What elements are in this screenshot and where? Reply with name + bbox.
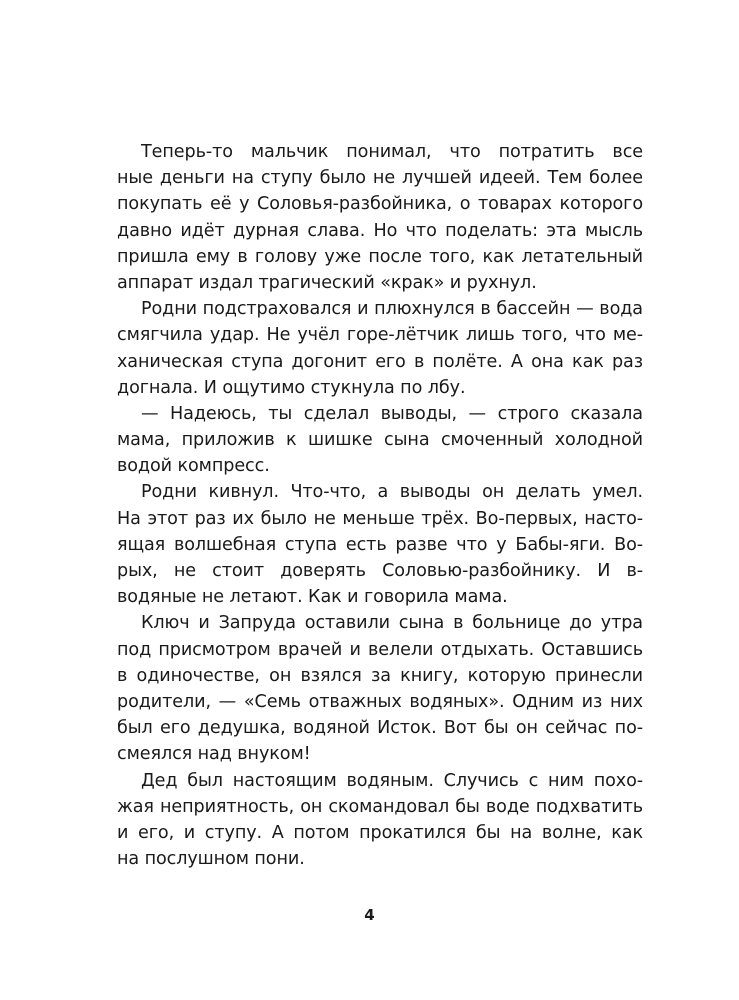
text-line: ханическая ступа догонит его в полёте. А она как раз (117, 351, 643, 372)
text-line: давно идёт дурная слава. Но что поделать: эта мысль (117, 220, 643, 241)
text-line: Родни кивнул. Что-что, а выводы он делать умел. (141, 482, 643, 503)
text-line: Дед был настоящим водяным. Случись с ним похо- (141, 770, 643, 791)
text-line: был его дедушка, водяной Исток. Вот бы он сейчас по- (117, 718, 643, 739)
text-line: ящая волшебная ступа есть разве что у Бабы-яги. Во- (117, 534, 643, 555)
text-line: рых, не стоит доверять Соловью-разбойнику. И в- (117, 561, 643, 581)
page-number: 4 (364, 906, 375, 924)
body-text (117, 139, 643, 872)
paragraph (117, 296, 643, 401)
text-line: и его, и ступу. А потом прокатился бы на волне, как (117, 822, 643, 843)
text-line: родители, — «Семь отважных водяных». Одним из них (117, 691, 643, 712)
text-line: водой компресс. (117, 456, 270, 477)
text-line: Теперь-то мальчик понимал, что потратить все (141, 142, 643, 162)
text-line: — Надеюсь, ты сделал выводы, — строго сказала (141, 403, 643, 424)
text-line: мама, приложив к шишке сына смоченный холодной (117, 430, 643, 451)
paragraph (117, 139, 643, 296)
text-line: Родни подстраховался и плюхнулся в бассейн — вода (141, 299, 643, 320)
paragraph (117, 768, 643, 873)
paragraph (117, 401, 643, 480)
text-line: пришла ему в голову уже после того, как летательный (117, 246, 643, 267)
text-line: смеялся над внуком! (117, 744, 311, 765)
text-line: под присмотром врачей и велели отдыхать. Оставшись (117, 639, 643, 660)
text-line: догнала. И ощутимо стукнула по лбу. (117, 377, 466, 398)
text-line: покупать её у Соловья-разбойника, о товарах которого (117, 194, 643, 215)
text-line: Ключ и Запруда оставили сына в больнице до утра (141, 613, 643, 634)
text-line: ные деньги на ступу было не лучшей идеей. Тем более (117, 168, 643, 189)
text-line: аппарат издал трагический «крак» и рухнул. (117, 272, 537, 293)
paragraph (117, 610, 643, 767)
paragraph (117, 479, 643, 610)
text-line: на послушном пони. (117, 849, 305, 870)
text-line: жая неприятность, он скомандовал бы воде подхватить (117, 796, 643, 817)
text-line: На этот раз их было не меньше трёх. Во-первых, насто- (117, 508, 643, 529)
text-line: смягчила удар. Не учёл горе-лётчик лишь того, что ме- (117, 325, 643, 346)
text-line: водяные не летают. Как и говорила мама. (117, 587, 508, 608)
text-line: в одиночестве, он взялся за книгу, которую принесли (117, 665, 643, 686)
